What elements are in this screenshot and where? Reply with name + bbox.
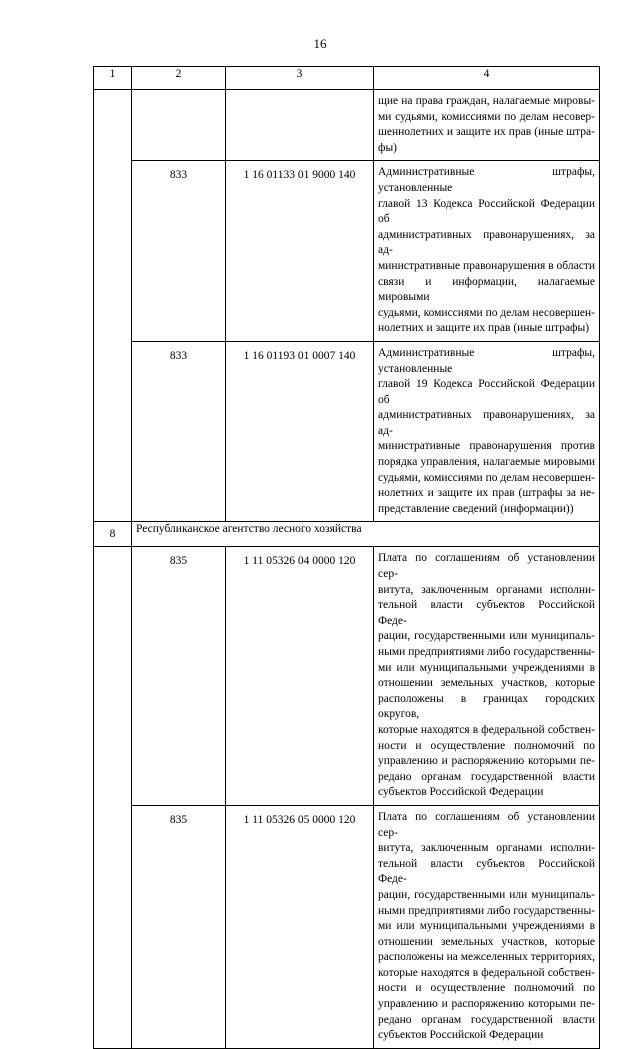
- admin-code-cell: 833: [132, 341, 226, 522]
- description-cell: [374, 805, 600, 1048]
- description-line: Плата по соглашениям об установлении сер-: [378, 810, 595, 839]
- column-header-4: 4: [374, 67, 600, 90]
- description-line: нолетних и защите их прав (иные штрафы): [378, 322, 590, 335]
- description-line: ности и осуществление полномочий по: [378, 739, 595, 752]
- description-line: витута, заключенным органами исполни-: [378, 583, 595, 596]
- description-line: субъектов Российской Федерации: [378, 786, 544, 799]
- admin-code-cell: 835: [132, 547, 226, 806]
- budget-codes-table: [93, 66, 600, 1049]
- group-number-cell: [94, 547, 132, 1048]
- kbk-code-cell: 1 11 05326 04 0000 120: [226, 547, 374, 806]
- description-line: витута, заключенным органами исполни-: [378, 842, 595, 855]
- description-line: Административные штрафы, установленные: [378, 166, 595, 194]
- description-line: министративные правонарушения в области: [378, 259, 595, 272]
- description-cell: [374, 341, 600, 522]
- description-line: министративные правонарушения против: [378, 440, 595, 453]
- description-line: ными предприятиями либо государственны-: [378, 646, 596, 658]
- section-row: [94, 522, 600, 547]
- description-line: которые находятся в федеральной собствен-: [378, 723, 595, 736]
- section-title: Республиканское агентство лесного хозяйства: [132, 522, 600, 547]
- column-header-2: 2: [132, 67, 226, 90]
- description-cell: [374, 90, 600, 161]
- page-number: 16: [313, 36, 327, 51]
- table-row: [94, 547, 600, 806]
- table-header-row: [94, 67, 600, 90]
- description-line: судьями, комиссиями по делам несовершен-: [378, 306, 595, 319]
- description-line: ности и осуществление полномочий по: [378, 982, 595, 995]
- description-line: ми или муниципальными учреждениями в: [378, 661, 595, 674]
- description-line: рации, государственными или муниципаль-: [378, 888, 595, 901]
- description-line: редано органам государственной власти: [378, 770, 595, 783]
- description-line: тельной власти субъектов Российской Феде-: [378, 599, 595, 627]
- admin-code-cell: 833: [132, 161, 226, 342]
- description-cell: [374, 547, 600, 806]
- admin-code-cell: [132, 90, 226, 161]
- kbk-code-cell: 1 16 01133 01 9000 140: [226, 161, 374, 342]
- description-line: главой 13 Кодекса Российской Федерации об: [378, 197, 595, 226]
- description-line: отношении земельных участков, которые: [378, 677, 595, 690]
- description-line: субъектов Российской Федерации: [378, 1029, 544, 1042]
- description-line: ми или муниципальными учреждениями в: [378, 920, 595, 933]
- description-line: ми судьями, комиссиями по делам несовер-: [378, 110, 595, 123]
- description-line: редано органам государственной власти: [378, 1013, 595, 1026]
- description-line: расположены в границах городских округов,: [378, 692, 595, 721]
- description-line: представление сведений (информации)): [378, 502, 574, 515]
- description-cell: [374, 161, 600, 342]
- group-number-cell: [94, 90, 132, 522]
- description-line: рации, государственными или муниципаль-: [378, 630, 595, 643]
- description-line: шеннолетних и защите их прав (иные штра-: [378, 126, 595, 139]
- description-line: нолетних и защите их прав (штрафы за не-: [378, 487, 595, 500]
- description-line: фы): [378, 141, 398, 154]
- description-line: судьями, комиссиями по делам несовершен-: [378, 471, 595, 484]
- admin-code-cell: 835: [132, 805, 226, 1048]
- description-line: управлению и распоряжению которыми пе-: [378, 998, 595, 1011]
- description-line: Административные штрафы, установленные: [378, 346, 595, 375]
- description-line: ными предприятиями либо государственны-: [378, 904, 596, 917]
- description-line: административных правонарушениях, за ад-: [378, 228, 595, 257]
- column-header-3: 3: [226, 67, 374, 90]
- description-line: связи и информации, налагаемые мировыми: [378, 275, 595, 304]
- description-line: управлению и распоряжению которыми пе-: [378, 755, 595, 768]
- description-line: щие на права граждан, налагаемые мировы-: [378, 95, 595, 107]
- column-header-1: 1: [94, 67, 132, 90]
- description-line: расположены на межселенных территориях,: [378, 951, 595, 964]
- table-row: [94, 341, 600, 522]
- kbk-code-cell: 1 11 05326 05 0000 120: [226, 805, 374, 1048]
- kbk-code-cell: [226, 90, 374, 161]
- description-line: главой 19 Кодекса Российской Федерации об: [378, 378, 595, 406]
- table-row: [94, 90, 600, 161]
- description-line: отношении земельных участков, которые: [378, 935, 595, 948]
- section-number: 8: [94, 522, 132, 547]
- table-row: [94, 161, 600, 342]
- description-line: административных правонарушениях, за ад-: [378, 409, 595, 437]
- table-row: [94, 805, 600, 1048]
- description-line: порядка управления, налагаемые мировыми: [378, 456, 595, 469]
- description-line: Плата по соглашениям об установлении сер-: [378, 552, 595, 581]
- description-line: которые находятся в федеральной собствен-: [378, 966, 595, 979]
- description-line: тельной власти субъектов Российской Феде-: [378, 857, 595, 886]
- kbk-code-cell: 1 16 01193 01 0007 140: [226, 341, 374, 522]
